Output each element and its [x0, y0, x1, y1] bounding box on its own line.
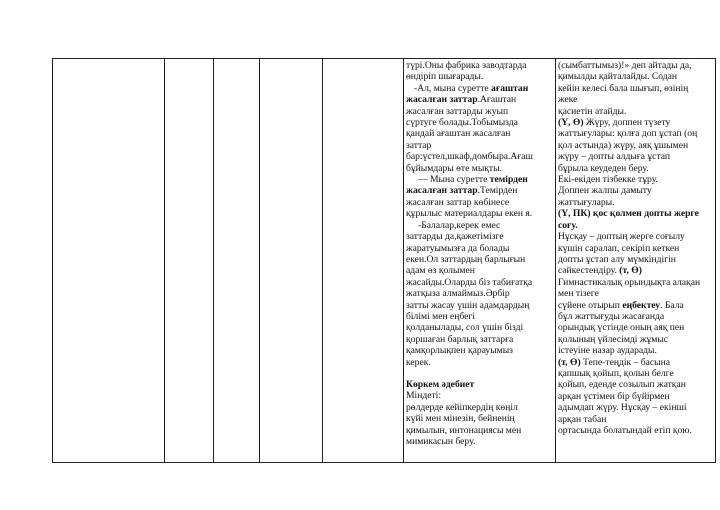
text-line: қолының үйлесімді жұмыс [558, 333, 669, 345]
text-line: жатқыза алмаймыз.Әрбір [406, 288, 510, 300]
exercises-text [556, 59, 715, 436]
text-line: арқан табан [558, 413, 607, 425]
text-line: орындық үстінде оның аяқ пен [558, 322, 685, 334]
text-line: қимылды қайталайды. Содан [558, 71, 678, 83]
text-line: заттарды да,қажетімізге [406, 231, 504, 243]
text-line: жүру – допты алдыға ұстап [558, 151, 671, 163]
text-line: Доппен жалпы дамыту [558, 185, 652, 197]
text-line: жасалған заттар.Ағаштан [406, 94, 517, 106]
text-line: қол астында) жүру, аяқ ұшымен [558, 139, 689, 151]
text-line: қасиетін атайды. [558, 105, 627, 117]
text-line: адам өз қолымен [406, 265, 475, 277]
text-line: білімі мен еңбегі [406, 310, 476, 322]
text-line: керек. [406, 356, 431, 368]
text-line: жеке [558, 94, 578, 106]
section-heading: Көркем әдебиет [406, 378, 475, 390]
text-line: арқан үстімен бір бүйірмен [558, 390, 670, 402]
text-line: екен.Ол заттардың барлығын [406, 253, 526, 265]
spacer [406, 368, 553, 379]
text-line: күшін саралап, секіріп кеткен [558, 242, 680, 254]
text-line: Гимнастикалық орындықта алақан [558, 276, 701, 288]
text-line: жаттығулары. [558, 196, 615, 208]
text-line: қолданылады, сол үшін бізді [406, 322, 524, 334]
text-line: бұл жаттығуды жасағанда [558, 310, 665, 322]
text-line: жасалған заттар көбінесе [406, 196, 510, 208]
text-line: (сымбаттымыз)!» деп айтады да, [558, 60, 692, 71]
text-line: (Ү, Ө) Жүру, доппен түзету [558, 117, 671, 129]
text-line: мен тізеге [558, 288, 599, 300]
table-cell-exercises [556, 59, 716, 463]
text-line: бұрыла кеудеден беру. [558, 162, 649, 174]
table-cell-col-1 [53, 59, 165, 463]
text-line: бұйымдары өте мықты. [406, 162, 502, 174]
text-line: жасалған заттарды жуып [406, 105, 509, 117]
table-cell-col-3 [214, 59, 260, 463]
text-line: істеуіне назар аударады. [558, 345, 657, 357]
table-row [53, 59, 716, 463]
text-line: Екі-екіден тізбекке тұру. [558, 174, 658, 186]
text-line: ортасында болатындай етіп қою. [558, 425, 692, 436]
lesson-plan-table [52, 58, 716, 463]
text-line: қандай ағаштан жасалған [406, 128, 511, 140]
text-line: сәйкестендіру. (т, Ө) [558, 265, 642, 277]
text-line: жаттығулары: қолға доп ұстап (оң [558, 128, 698, 140]
text-line: қапшық қойып, қолын белге [558, 367, 674, 379]
text-line: күйі мен мінезін, бейненің [406, 413, 515, 425]
text-line: -Балалар,керек емес [418, 219, 501, 231]
text-line: бар:үстел,шкаф,домбыра.Ағаш [406, 151, 533, 163]
text-line: жаратуымызға да болады [406, 242, 510, 254]
text-line: қоршаған барлық заттарға [406, 333, 514, 345]
text-line: Нұсқау – доптың жерге соғылу [558, 231, 685, 243]
text-line: мимикасын беру. [406, 436, 476, 447]
table-cell-col-2 [165, 59, 214, 463]
text-line: — Мына суретте темірден [418, 174, 528, 186]
text-line: жасалған заттар.Темірден [406, 185, 518, 197]
text-line: (Ү, ПК) қос қолмен допты жерге [558, 208, 699, 220]
text-line: жасайды.Оларды біз табиғатқа [406, 276, 533, 288]
text-line: адымдап жүру. Нұсқау – екінші [558, 402, 687, 414]
text-line: -Ал, мына суретте ағаштан [414, 82, 529, 94]
text-line: кейін келесі бала шығып, өзінің [558, 82, 689, 94]
table-cell-activities [404, 59, 556, 463]
text-line: түрі.Оны фабрика заводтарда [406, 60, 527, 71]
text-line: сүйене отырып еңбектеу. Бала [558, 299, 684, 311]
table-cell-col-5 [323, 59, 404, 463]
table-cell-col-4 [260, 59, 323, 463]
text-line: өндіріп шығарады. [406, 71, 484, 83]
text-line: рөлдерде кейіпкердің көңіл [406, 401, 518, 413]
text-line: қойып, еденде созылып жатқан [558, 379, 686, 391]
text-line: құрылыс материалдары екен я. [406, 208, 533, 220]
text-line: қамқорлықпен қарауымыз [406, 345, 513, 357]
text-line: қимылын, интонациясы мен [406, 424, 522, 436]
text-line: Міндеті: [406, 390, 441, 402]
activities-text [404, 59, 555, 447]
text-line: (т, Ө) Тепе-теңдік – басына [558, 356, 671, 368]
text-line: затты жасау үшін адамдардың [406, 299, 530, 311]
text-line: сүртуге болады.Тобымызда [406, 117, 518, 129]
text-line: допты ұстап алу мүмкіндігін [558, 253, 676, 265]
text-line: заттар [406, 139, 432, 151]
text-line: соғу. [558, 219, 578, 231]
